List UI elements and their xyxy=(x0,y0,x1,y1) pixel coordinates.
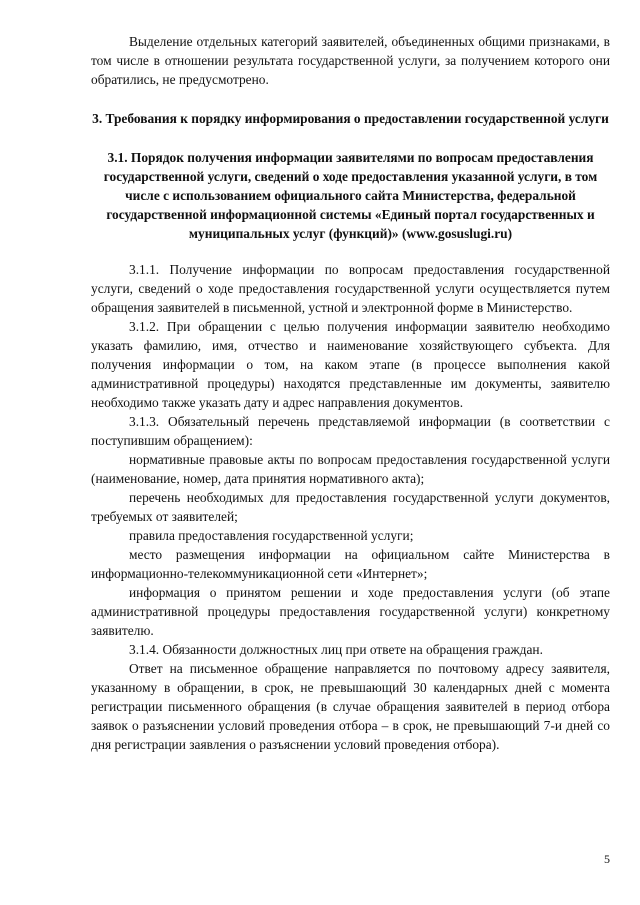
page-number: 5 xyxy=(604,852,610,866)
list-item-rules: правила предоставления государственной услуги; xyxy=(129,528,414,543)
paragraph-3-1-4: 3.1.4. Обязанности должностных лиц при ответе на обращения граждан. xyxy=(129,642,543,657)
paragraph-3-1-3: 3.1.3. Обязательный перечень представляемой информации (в соответствии с поступившим обращением): xyxy=(91,414,610,448)
intro-paragraph: Выделение отдельных категорий заявителей, объединенных общими признаками, в том числе в отношении результата государственной услуги, за получением которого они обратились, не предусмотрено. xyxy=(91,34,610,87)
section-3-1-heading: 3.1. Порядок получения информации заявителями по вопросам предоставления государственной услуги, сведений о ходе предоставления указанной услуги, в том числе с использованием официального сайта Министерства, федеральной государственной информационной системы «Единый портал государственных и муниципальных услуг (функций)» (www.gosuslugi.ru) xyxy=(103,150,598,241)
list-item-decision-info: информация о принятом решении и ходе предоставления услуги (об этапе административной процедуры предоставления государственной услуги) конкретному заявителю. xyxy=(91,585,610,638)
paragraph-3-1-2: 3.1.2. При обращении с целью получения информации заявителю необходимо указать фамилию, имя, отчество и наименование хозяйствующего субъекта. Для получения информации о том, на каком этапе (в процессе выполнения какой административной процедуры) находятся представленные им документы, заявителю необходимо также указать дату и адрес направления документов. xyxy=(91,319,610,410)
paragraph-written-reply: Ответ на письменное обращение направляется по почтовому адресу заявителя, указанному в обращении, в срок, не превышающий 30 календарных дней с момента регистрации письменного обращения (в случае обращения заявителей в период отбора заявок о разъяснении условий проведения отбора – в срок, не превышающий 7-и дней со дня регистрации заявления о разъяснении условий проведения отбора). xyxy=(91,661,610,752)
list-item-normative-acts: нормативные правовые акты по вопросам предоставления государственной услуги (наименование, номер, дата принятия нормативного акта); xyxy=(91,452,610,486)
section-3-1-body xyxy=(91,260,610,754)
page-content xyxy=(91,32,610,754)
section-3-heading: 3. Требования к порядку информирования о предоставлении государственной услуги xyxy=(92,111,609,126)
list-item-website: место размещения информации на официальном сайте Министерства в информационно-телекоммуникационной сети «Интернет»; xyxy=(91,547,610,581)
list-item-documents: перечень необходимых для предоставления государственной услуги документов, требуемых от заявителей; xyxy=(91,490,610,524)
paragraph-3-1-1: 3.1.1. Получение информации по вопросам предоставления государственной услуги, сведений о ходе предоставления государственной услуги осуществляется путем обращения заявителей в письменной, устной и электронной форме в Министерство. xyxy=(91,262,610,315)
